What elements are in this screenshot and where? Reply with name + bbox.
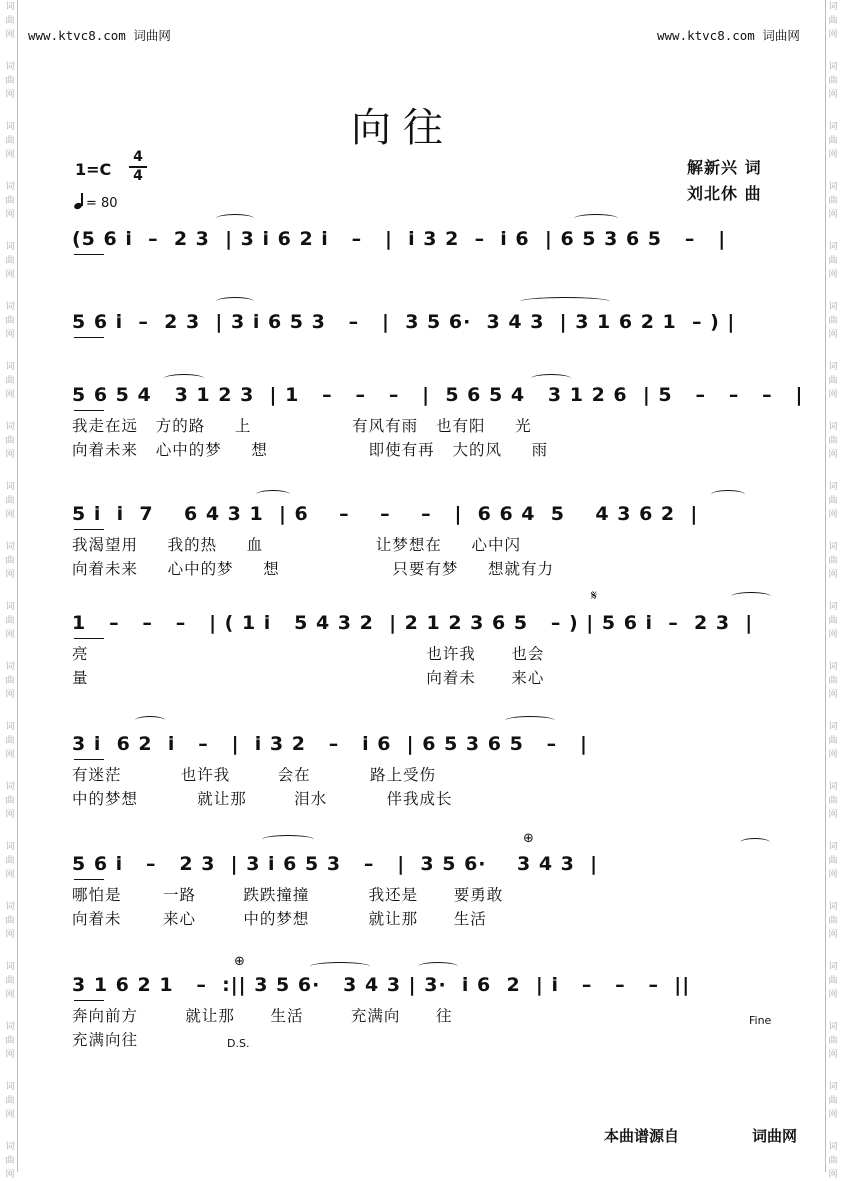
watermark-glyph: 网 [5, 630, 15, 640]
watermark-glyph: 曲 [828, 376, 838, 386]
watermark-glyph: 曲 [828, 256, 838, 266]
watermark-glyph: 曲 [5, 76, 15, 86]
watermark-glyph: 曲 [5, 796, 15, 806]
slur-arc [740, 838, 770, 847]
watermark-glyph: 曲 [828, 856, 838, 866]
lyrics-verse-2: 向着未来 心中的梦 想 只要有梦 想就有力 [72, 560, 555, 578]
watermark-glyph: 网 [828, 870, 838, 880]
lyrics-verse-1: 有迷茫 也许我 会在 路上受伤 [72, 766, 436, 784]
watermark-glyph: 曲 [5, 1156, 15, 1166]
source-label: 本曲谱源自 [604, 1127, 680, 1145]
slur-arc [505, 716, 555, 725]
watermark-glyph: 曲 [828, 436, 838, 446]
watermark-glyph: 网 [5, 930, 15, 940]
beam-line [74, 529, 104, 530]
watermark-glyph: 词 [5, 1022, 15, 1032]
watermark-left [0, 0, 20, 1180]
watermark-glyph: 曲 [828, 736, 838, 746]
beam-line [74, 759, 104, 760]
watermark-glyph: 网 [5, 30, 15, 40]
watermark-glyph: 曲 [5, 976, 15, 986]
watermark-glyph: 曲 [5, 616, 15, 626]
notation-row: 3 i 6 2 i – | i 3 2 – i 6 | 6 5 3 6 5 – | [72, 733, 588, 755]
watermark-glyph: 网 [828, 750, 838, 760]
watermark-glyph: 网 [828, 810, 838, 820]
watermark-glyph: 曲 [5, 16, 15, 26]
watermark-glyph: 曲 [5, 1036, 15, 1046]
slur-arc [135, 716, 165, 725]
watermark-glyph: 网 [5, 810, 15, 820]
watermark-glyph: 曲 [5, 856, 15, 866]
watermark-glyph: 曲 [5, 736, 15, 746]
watermark-glyph: 网 [5, 870, 15, 880]
watermark-glyph: 曲 [5, 676, 15, 686]
watermark-glyph: 网 [5, 330, 15, 340]
slur-arc [216, 297, 254, 306]
slur-arc [216, 214, 254, 223]
watermark-glyph: 词 [828, 842, 838, 852]
watermark-glyph: 网 [828, 630, 838, 640]
watermark-glyph: 曲 [828, 1036, 838, 1046]
watermark-glyph: 词 [5, 542, 15, 552]
lyrics-verse-2: 中的梦想 就让那 泪水 伴我成长 [72, 790, 453, 808]
watermark-glyph: 词 [828, 362, 838, 372]
watermark-glyph: 网 [5, 390, 15, 400]
beam-line [74, 1000, 104, 1001]
lyrics-verse-2: 向着未 来心 中的梦想 就让那 生活 [72, 910, 487, 928]
watermark-glyph: 网 [828, 990, 838, 1000]
watermark-glyph: 网 [828, 1110, 838, 1120]
watermark-glyph: 网 [828, 30, 838, 40]
slur-arc [731, 592, 771, 601]
watermark-glyph: 网 [828, 210, 838, 220]
watermark-glyph: 曲 [5, 556, 15, 566]
lyrics-verse-2: 充满向往 [72, 1031, 139, 1049]
lyrics-verse-1: 我走在远 方的路 上 有风有雨 也有阳 光 [72, 417, 532, 435]
watermark-glyph: 曲 [828, 196, 838, 206]
watermark-glyph: 词 [828, 2, 838, 12]
watermark-glyph: 词 [828, 782, 838, 792]
coda-icon-2: ⊕ [234, 954, 245, 969]
notation-row: (5 6 i – 2 3 | 3 i 6 2 i – | i 3 2 – i 6 | 6 5 3 6 5 – | [72, 228, 727, 250]
lyrics-verse-2: 向着未来 心中的梦 想 即使有再 大的风 雨 [72, 441, 549, 459]
watermark-glyph: 词 [828, 242, 838, 252]
watermark-glyph: 网 [828, 570, 838, 580]
watermark-glyph: 词 [5, 182, 15, 192]
watermark-glyph: 词 [828, 182, 838, 192]
watermark-glyph: 词 [5, 962, 15, 972]
watermark-glyph: 网 [828, 690, 838, 700]
watermark-glyph: 网 [828, 450, 838, 460]
watermark-glyph: 曲 [5, 916, 15, 926]
watermark-glyph: 网 [828, 270, 838, 280]
watermark-glyph: 词 [5, 842, 15, 852]
notation-row: 5 i i 7 6 4 3 1 | 6 – – – | 6 6 4 5 4 3 6 2 | [72, 503, 699, 525]
watermark-glyph: 词 [5, 782, 15, 792]
watermark-glyph: 曲 [828, 676, 838, 686]
slur-arc [531, 374, 571, 383]
beam-line [74, 254, 104, 255]
lyricist: 解新兴 词 [687, 158, 762, 177]
watermark-glyph: 词 [828, 1142, 838, 1152]
watermark-glyph: 曲 [5, 436, 15, 446]
watermark-glyph: 词 [5, 242, 15, 252]
watermark-glyph: 曲 [828, 556, 838, 566]
watermark-glyph: 曲 [828, 796, 838, 806]
watermark-glyph: 网 [828, 390, 838, 400]
tempo-marking: = 80 [74, 193, 118, 211]
watermark-glyph: 曲 [5, 136, 15, 146]
watermark-glyph: 网 [828, 510, 838, 520]
watermark-glyph: 词 [828, 1022, 838, 1032]
lyrics-verse-1: 奔向前方 就让那 生活 充满向 往 [72, 1007, 453, 1025]
slur-arc [256, 490, 290, 499]
watermark-glyph: 词 [5, 1082, 15, 1092]
beam-line [74, 410, 104, 411]
watermark-glyph: 曲 [828, 136, 838, 146]
lyrics-verse-1: 亮 也许我 也会 [72, 645, 545, 663]
watermark-glyph: 词 [828, 482, 838, 492]
watermark-glyph: 词 [828, 122, 838, 132]
watermark-glyph: 网 [5, 750, 15, 760]
lyrics-verse-2: 量 向着未 来心 [72, 669, 545, 687]
beam-line [74, 879, 104, 880]
segno-icon: 𝄋 [591, 588, 598, 604]
watermark-glyph: 网 [5, 690, 15, 700]
lyrics-verse-1: 我渴望用 我的热 血 让梦想在 心中闪 [72, 536, 522, 554]
slur-arc [574, 214, 618, 223]
key-signature: 1=C [75, 160, 112, 179]
watermark-glyph: 网 [5, 1110, 15, 1120]
watermark-glyph: 曲 [828, 976, 838, 986]
slur-arc [418, 962, 458, 971]
watermark-glyph: 词 [5, 2, 15, 12]
notation-row: 3 1 6 2 1 – :|| 3 5 6· 3 4 3 | 3· i 6 2 | i – – – || [72, 974, 691, 996]
site-url-right: www.ktvc8.com 词曲网 [657, 28, 800, 43]
watermark-glyph: 网 [828, 150, 838, 160]
watermark-glyph: 词 [828, 602, 838, 612]
watermark-glyph: 曲 [828, 496, 838, 506]
watermark-glyph: 词 [5, 122, 15, 132]
watermark-glyph: 词 [5, 1142, 15, 1152]
notation-row: 5 6 i – 2 3 | 3 i 6 5 3 – | 3 5 6· 3 4 3 | [72, 853, 599, 875]
watermark-glyph: 词 [5, 722, 15, 732]
watermark-glyph: 词 [828, 542, 838, 552]
slur-arc [310, 962, 370, 971]
watermark-glyph: 曲 [5, 316, 15, 326]
time-signature: 4 4 [129, 150, 147, 184]
watermark-glyph: 曲 [5, 256, 15, 266]
watermark-glyph: 词 [828, 722, 838, 732]
watermark-glyph: 曲 [828, 316, 838, 326]
beam-line [74, 638, 104, 639]
notation-row: 1 – – – | ( 1 i 5 4 3 2 | 2 1 2 3 6 5 – ) | 5 6 i – 2 3 | [72, 612, 754, 634]
watermark-glyph: 曲 [5, 376, 15, 386]
watermark-glyph: 网 [828, 930, 838, 940]
watermark-glyph: 网 [828, 90, 838, 100]
watermark-glyph: 网 [5, 450, 15, 460]
watermark-glyph: 曲 [828, 916, 838, 926]
watermark-glyph: 网 [828, 1050, 838, 1060]
watermark-glyph: 曲 [5, 496, 15, 506]
watermark-right [823, 0, 843, 1180]
watermark-glyph: 词 [5, 422, 15, 432]
watermark-glyph: 网 [5, 570, 15, 580]
slur-arc [520, 297, 610, 306]
slur-arc [262, 835, 314, 844]
watermark-glyph: 词 [828, 662, 838, 672]
watermark-glyph: 曲 [828, 16, 838, 26]
watermark-glyph: 词 [828, 62, 838, 72]
watermark-glyph: 网 [5, 90, 15, 100]
notation-row: 5 6 5 4 3 1 2 3 | 1 – – – | 5 6 5 4 3 1 2 6 | 5 – – – | [72, 384, 804, 406]
watermark-glyph: 词 [5, 602, 15, 612]
watermark-glyph: 词 [828, 302, 838, 312]
watermark-glyph: 曲 [5, 196, 15, 206]
slur-arc [711, 490, 745, 499]
watermark-glyph: 词 [828, 422, 838, 432]
song-title: 向往 [351, 105, 455, 151]
watermark-glyph: 曲 [828, 76, 838, 86]
slur-arc [164, 374, 204, 383]
watermark-glyph: 词 [5, 902, 15, 912]
watermark-glyph: 词 [5, 482, 15, 492]
site-url-left: www.ktvc8.com 词曲网 [28, 28, 171, 43]
watermark-glyph: 网 [5, 990, 15, 1000]
watermark-glyph: 词 [5, 62, 15, 72]
source-name: 词曲网 [752, 1127, 798, 1145]
watermark-glyph: 曲 [828, 1156, 838, 1166]
fine-marking: Fine [749, 1014, 772, 1027]
watermark-glyph: 词 [5, 362, 15, 372]
watermark-glyph: 网 [828, 330, 838, 340]
ds-marking: D.S. [227, 1037, 250, 1050]
composer: 刘北休 曲 [687, 184, 762, 203]
beam-line [74, 337, 104, 338]
watermark-glyph: 词 [828, 962, 838, 972]
notation-row: 5 6 i – 2 3 | 3 i 6 5 3 – | 3 5 6· 3 4 3 | 3 1 6 2 1 – ) | [72, 311, 736, 333]
watermark-glyph: 曲 [828, 1096, 838, 1106]
watermark-glyph: 网 [5, 1050, 15, 1060]
watermark-glyph: 网 [5, 150, 15, 160]
watermark-glyph: 曲 [5, 1096, 15, 1106]
watermark-glyph: 网 [828, 1170, 838, 1180]
watermark-glyph: 词 [828, 902, 838, 912]
coda-icon: ⊕ [523, 831, 534, 846]
lyrics-verse-1: 哪怕是 一路 跌跌撞撞 我还是 要勇敢 [72, 886, 504, 904]
quarter-note-icon [74, 193, 86, 209]
watermark-glyph: 词 [5, 662, 15, 672]
watermark-glyph: 网 [5, 1170, 15, 1180]
watermark-glyph: 网 [5, 510, 15, 520]
watermark-glyph: 词 [828, 1082, 838, 1092]
watermark-glyph: 网 [5, 210, 15, 220]
watermark-glyph: 词 [5, 302, 15, 312]
watermark-glyph: 网 [5, 270, 15, 280]
watermark-glyph: 曲 [828, 616, 838, 626]
